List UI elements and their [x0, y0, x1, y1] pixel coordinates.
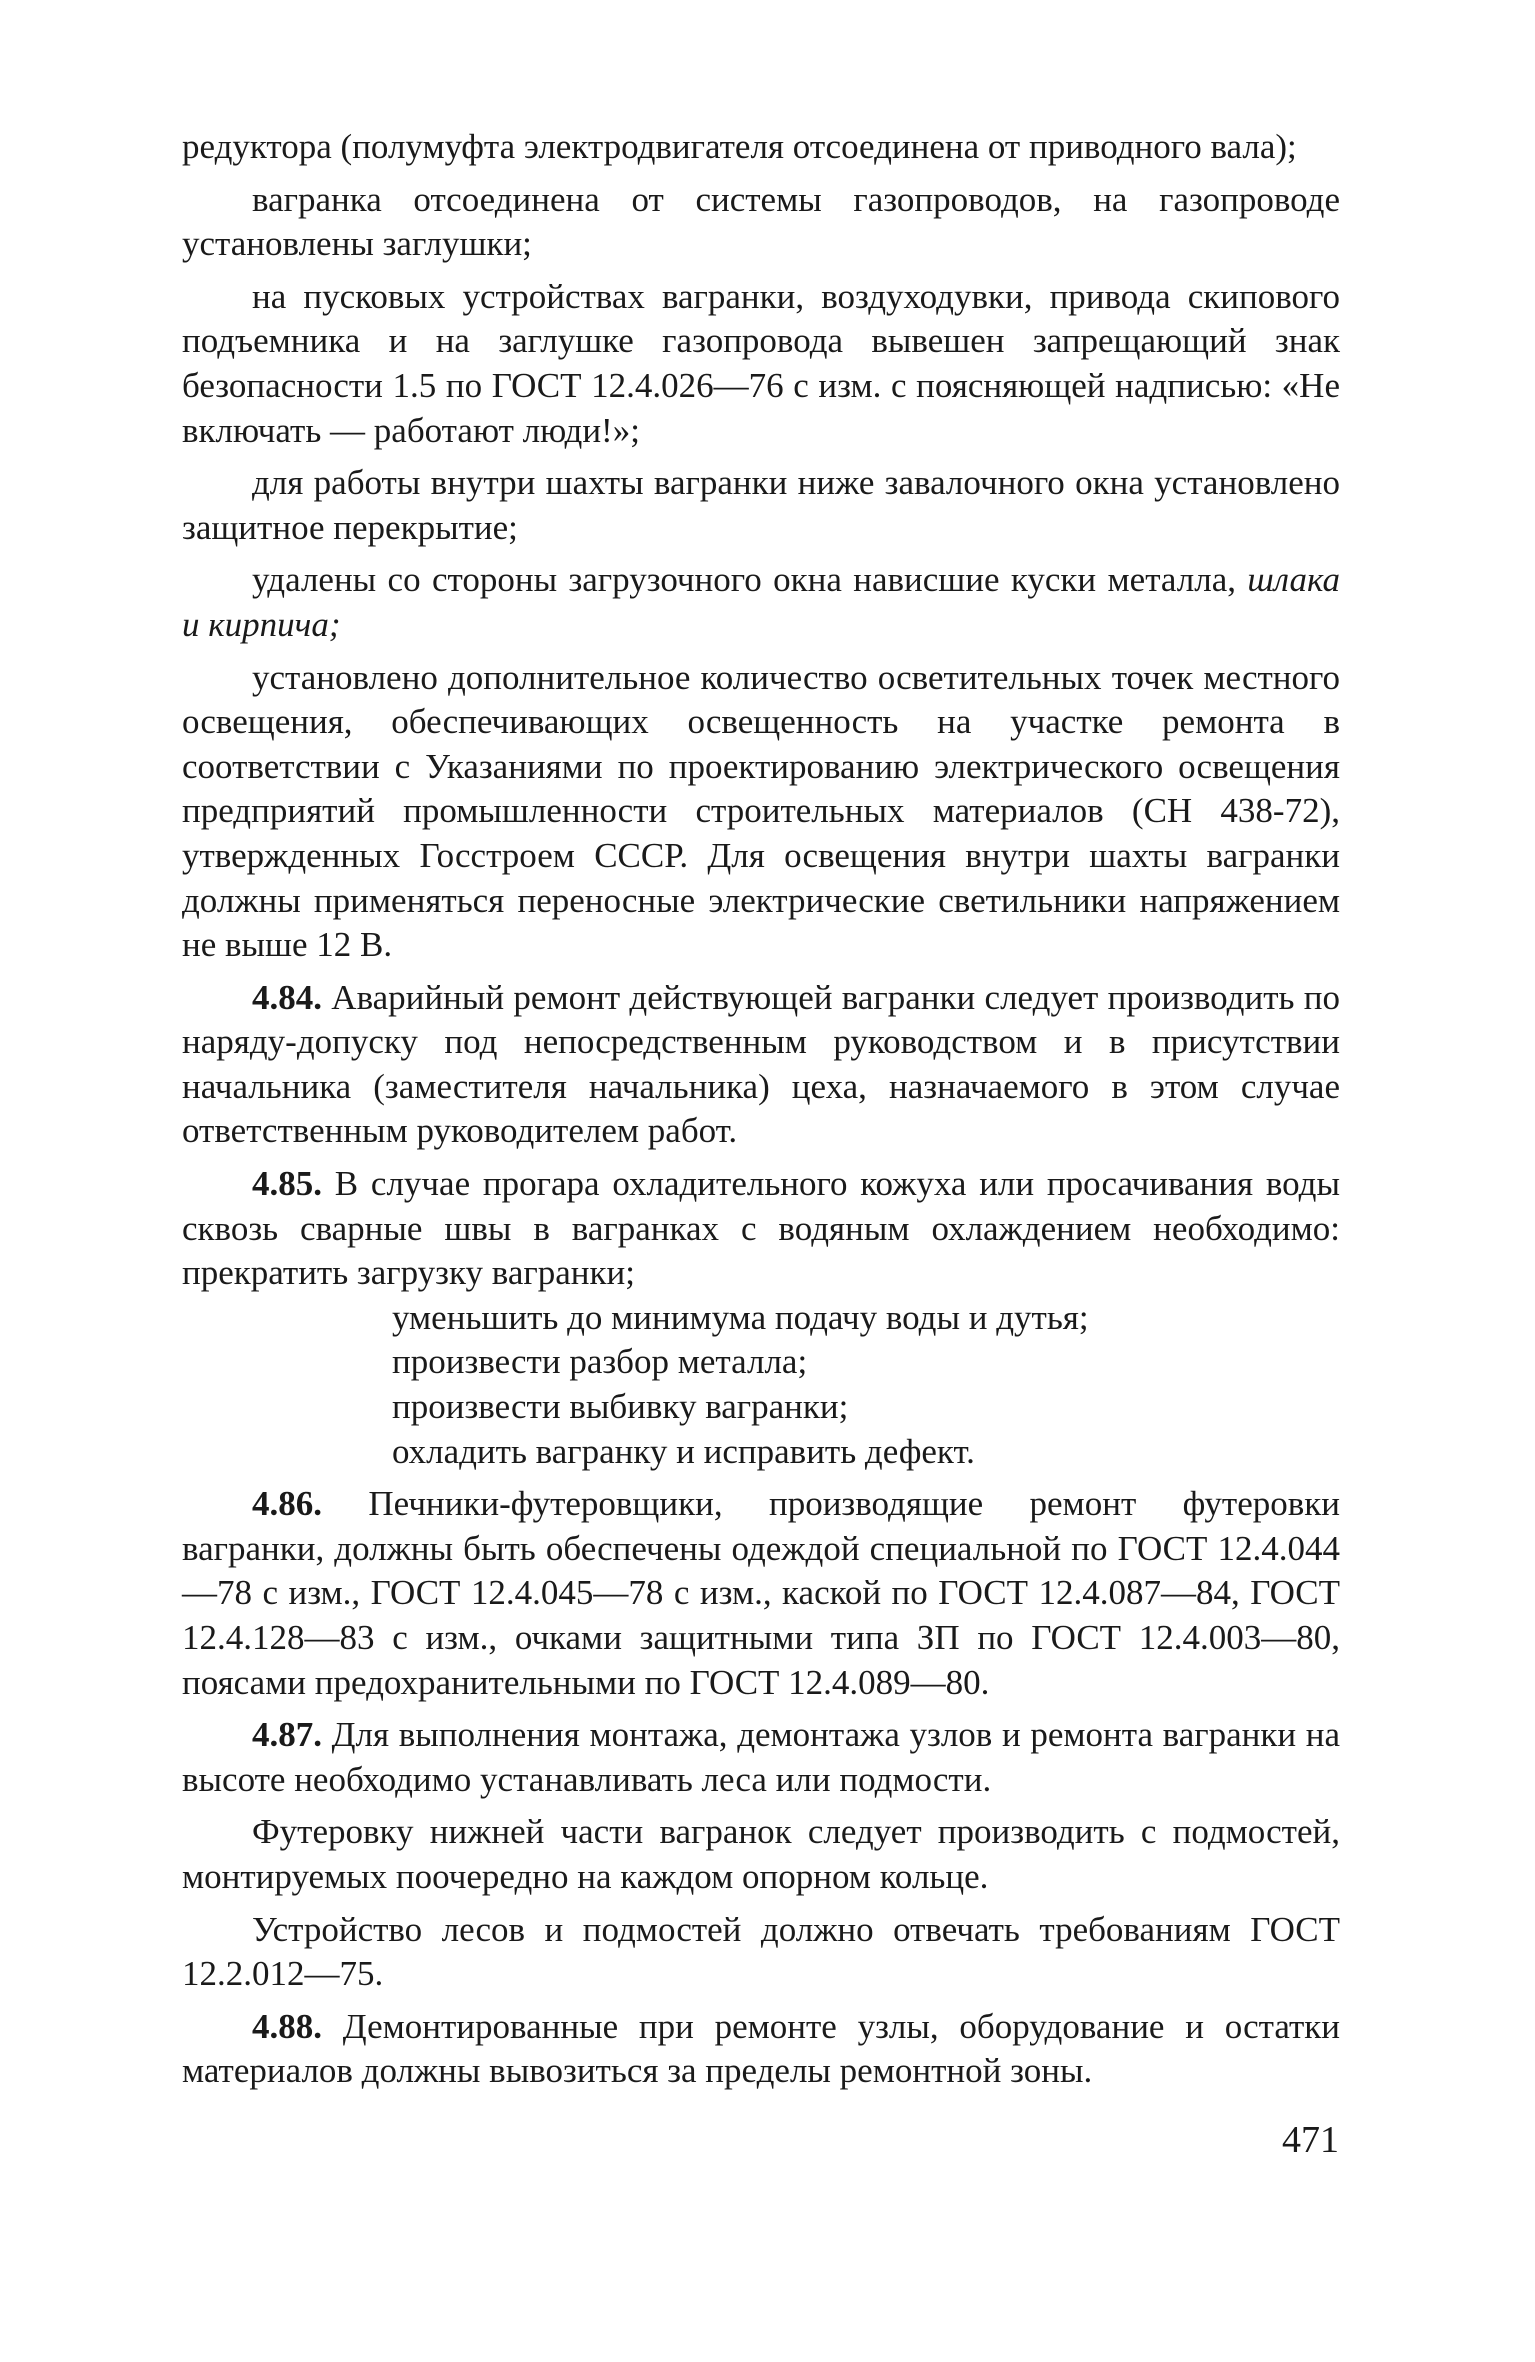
sublist-item: произвести выбивку вагранки;: [392, 1387, 849, 1427]
clause-4-85: 4.85. В случае прогара охладительного кожуха или просачивания воды сквозь сварные швы в вагранках с водяным охлаждением необходимо: прекратить загрузку вагранки;: [182, 1164, 1341, 1293]
paragraph: Футеровку нижней части вагранок следует производить с подмостей, монтируемых поочередно на каждом опорном кольце.: [182, 1812, 1340, 1896]
paragraph: установлено дополнительное количество осветительных точек местного освещения, обеспечивающих освещенность на участке ремонта в соответствии с Указаниями по проектированию электрического освещения предприятий промышленности строительных материалов (СН 438-72), утвержденных Госстроем СССР. Для освещения внутри шахты вагранки должны применяться переносные электрические светильники напряжением не выше 12 В.: [182, 657, 1340, 965]
paragraph: для работы внутри шахты вагранки ниже завалочного окна установлено защитное перекрытие;: [182, 463, 1340, 547]
clause-4-88: 4.88. Демонтированные при ремонте узлы, оборудование и остатки материалов должны вывозиться за пределы ремонтной зоны.: [182, 2006, 1340, 2091]
page-number: 471: [1282, 2119, 1339, 2161]
clause-number: 4.86.: [252, 1484, 322, 1524]
clause-4-86: 4.86. Печники-футеровщики, производящие ремонт футеровки вагранки, должны быть обеспечены одеждой специальной по ГОСТ 12.4.044—78 с изм., ГОСТ 12.4.045—78 с изм., каской по ГОСТ 12.4.087—84, ГОСТ 12.4.128—83 с изм., очками защитными типа ЗП по ГОСТ 12.4.003—80, поясами предохранительными по ГОСТ 12.4.089—80.: [182, 1484, 1341, 1702]
clause-number: 4.88.: [252, 2006, 322, 2046]
clause-number: 4.87.: [252, 1715, 322, 1755]
clause-4-84: 4.84. Аварийный ремонт действующей вагранки следует производить по наряду-допуску под непосредственным руководством и в присутствии начальника (заместителя начальника) цеха, назначаемого в этом случае ответственным руководителем работ.: [182, 977, 1340, 1151]
italic-fragment: шлака и кирпича;: [182, 560, 1340, 644]
sublist-item: уменьшить до минимума подачу воды и дутья;: [392, 1297, 1089, 1337]
clause-number: 4.85.: [252, 1164, 322, 1204]
sublist-item: произвести разбор металла;: [392, 1342, 808, 1382]
paragraph: удалены со стороны загрузочного окна нависшие куски металла, шлака и кирпича;: [182, 560, 1340, 644]
paragraph: на пусковых устройствах вагранки, воздуходувки, привода скипового подъемника и на заглушке газопровода вывешен запрещающий знак безопасности 1.5 по ГОСТ 12.4.026—76 с изм. с поясняющей надписью: «Не включать — работают люди!»;: [182, 276, 1340, 450]
clause-4-87: 4.87. Для выполнения монтажа, демонтажа узлов и ремонта вагранки на высоте необходимо устанавливать леса или подмости.: [182, 1715, 1341, 1799]
paragraph: Устройство лесов и подмостей должно отвечать требованиям ГОСТ 12.2.012—75.: [182, 1909, 1340, 1994]
sublist-item: охладить вагранку и исправить дефект.: [392, 1431, 975, 1471]
body-text: [182, 125, 1340, 2102]
paragraph: редуктора (полумуфта электродвигателя отсоединена от приводного вала);: [182, 127, 1297, 166]
paragraph: вагранка отсоединена от системы газопроводов, на газопроводе установлены заглушки;: [182, 179, 1340, 264]
clause-number: 4.84.: [252, 977, 322, 1017]
